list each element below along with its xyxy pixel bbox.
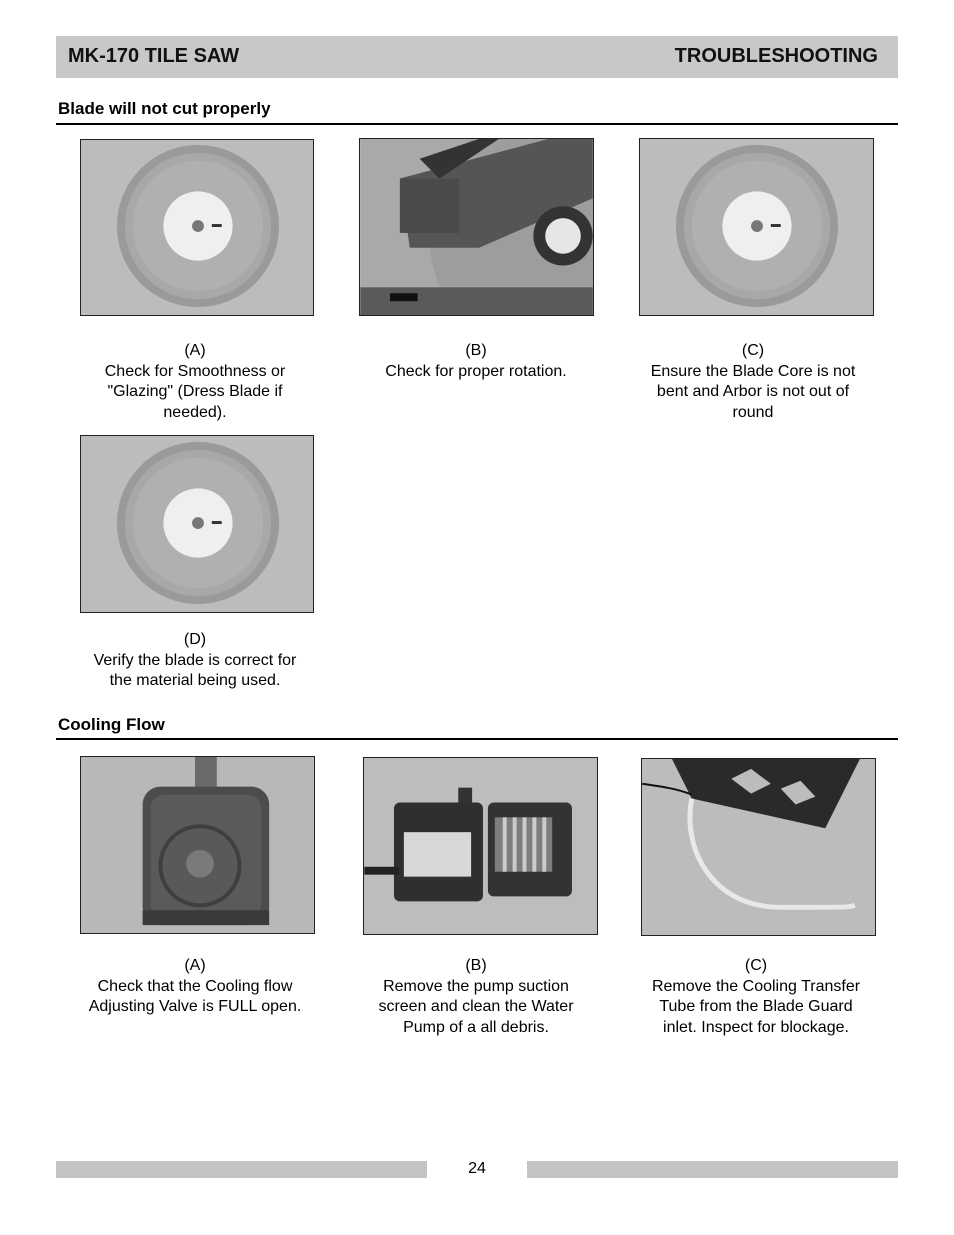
valve-photo-a [80, 756, 315, 934]
footer-bar-right [527, 1161, 898, 1178]
manual-title: MK-170 TILE SAW [68, 45, 240, 67]
caption-cooling-a [75, 956, 315, 1018]
caption-blade-a [75, 341, 315, 423]
blade-photo-d [80, 435, 314, 613]
caption-text: Check for proper rotation. [385, 362, 567, 380]
caption-letter: (D) [183, 631, 207, 648]
caption-text: Verify the blade is correct for the material being used. [93, 651, 297, 689]
caption-text: Check for Smoothness or "Glazing" (Dress Blade if needed). [104, 362, 286, 421]
page-header [56, 36, 898, 78]
section-divider [56, 123, 898, 125]
section-title-blade: Blade will not cut properly [58, 99, 271, 118]
caption-letter: (B) [465, 957, 487, 974]
chapter-title: TROUBLESHOOTING [674, 45, 878, 67]
saw-rotation-photo-b [359, 138, 594, 316]
caption-cooling-b [356, 956, 596, 1038]
tube-photo-c [641, 758, 876, 936]
page-number: 24 [468, 1160, 486, 1177]
caption-text: Check that the Cooling flow Adjusting Valve is FULL open. [88, 977, 302, 1015]
caption-blade-d [75, 630, 315, 692]
caption-text: Remove the Cooling Transfer Tube from the Blade Guard inlet. Inspect for blockage. [651, 977, 861, 1036]
caption-cooling-c [636, 956, 876, 1038]
caption-letter: (A) [184, 957, 206, 974]
blade-photo-a [80, 139, 314, 316]
blade-photo-c [639, 138, 874, 316]
pump-photo-b [363, 757, 598, 935]
section-title-cooling: Cooling Flow [58, 715, 165, 734]
caption-blade-c [633, 341, 873, 423]
caption-letter: (C) [741, 342, 765, 359]
caption-letter: (C) [744, 957, 768, 974]
caption-text: Ensure the Blade Core is not bent and Arbor is not out of round [650, 362, 856, 421]
caption-blade-b [356, 341, 596, 382]
footer-bar-left [56, 1161, 427, 1178]
caption-letter: (B) [465, 342, 487, 359]
caption-letter: (A) [184, 342, 206, 359]
caption-text: Remove the pump suction screen and clean the Water Pump of a all debris. [378, 977, 574, 1036]
section-divider [56, 738, 898, 740]
